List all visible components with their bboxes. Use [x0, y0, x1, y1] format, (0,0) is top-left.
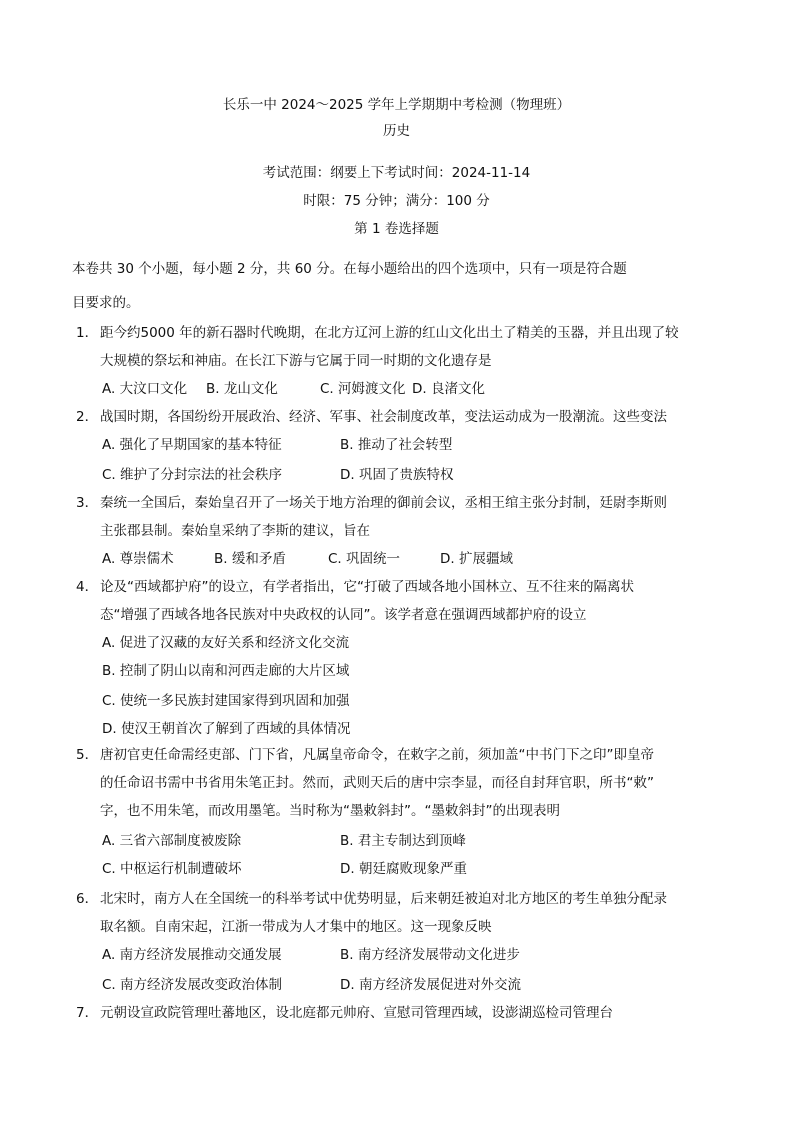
- exam-range: 考试范围：纲要上下考试时间：2024-11-14: [262, 165, 531, 181]
- option-a[interactable]: A. 尊崇儒术: [102, 551, 174, 567]
- option-c[interactable]: C. 中枢运行机制遭破坏: [102, 861, 242, 877]
- question-text-line: 论及“西域都护府”的设立，有学者指出，它“打破了西域各地小国林立、互不往来的隔离状: [100, 579, 634, 595]
- option-d[interactable]: D. 南方经济发展促进对外交流: [340, 977, 521, 993]
- time-limit: 时限：75 分钟；满分：100 分: [303, 193, 490, 209]
- option-d[interactable]: D. 扩展疆域: [440, 551, 513, 567]
- option-c[interactable]: C. 河姆渡文化: [320, 381, 406, 397]
- question-text-line: 距今约5000 年的新石器时代晚期，在北方辽河上游的红山文化出土了精美的玉器，并且出现了较: [100, 325, 679, 341]
- option-a[interactable]: A. 促进了汉藏的友好关系和经济文化交流: [102, 635, 350, 651]
- option-a[interactable]: A. 三省六部制度被废除: [102, 833, 242, 849]
- option-b[interactable]: B. 推动了社会转型: [340, 437, 453, 453]
- question-text-line: 唐初官吏任命需经吏部、门下省，凡属皇帝命令，在敕字之前，须加盖“中书门下之印”即皇帝: [100, 747, 654, 763]
- question-number: 3．: [76, 495, 99, 511]
- option-b[interactable]: B. 君主专制达到顶峰: [340, 833, 466, 849]
- question-number: 4．: [76, 579, 99, 595]
- exam-title: 长乐一中 2024～2025 学年上学期期中考检测（物理班）: [222, 97, 571, 113]
- option-d[interactable]: D. 朝廷腐败现象严重: [340, 861, 467, 877]
- subject-title: 历史: [383, 123, 410, 139]
- option-d[interactable]: D. 良渚文化: [412, 381, 485, 397]
- question-number: 6．: [76, 891, 99, 907]
- option-d[interactable]: D. 巩固了贵族特权: [340, 467, 454, 483]
- intro-line-2: 目要求的。: [72, 295, 140, 311]
- option-b[interactable]: B. 控制了阴山以南和河西走廊的大片区域: [102, 663, 350, 679]
- question-number: 5．: [76, 747, 99, 763]
- option-c[interactable]: C. 南方经济发展改变政治体制: [102, 977, 283, 993]
- option-c[interactable]: C. 维护了分封宗法的社会秩序: [102, 467, 283, 483]
- option-a[interactable]: A. 南方经济发展推动交通发展: [102, 947, 282, 963]
- question-text-line: 主张郡县制。秦始皇采纳了李斯的建议，旨在: [100, 523, 370, 539]
- option-b[interactable]: B. 缓和矛盾: [214, 551, 286, 567]
- question-text-line: 秦统一全国后，秦始皇召开了一场关于地方治理的御前会议，丞相王绾主张分封制，廷尉李斯则: [100, 495, 667, 511]
- question-text-line: 的任命诏书需中书省用朱笔正封。然而，武则天后的唐中宗李显，而径自封拜官职，所书“敕”: [100, 775, 654, 791]
- option-c[interactable]: C. 巩固统一: [328, 551, 401, 567]
- option-d[interactable]: D. 使汉王朝首次了解到了西域的具体情况: [102, 721, 351, 737]
- question-text-line: 态“增强了西域各地各民族对中央政权的认同”。该学者意在强调西域都护府的设立: [100, 607, 587, 623]
- question-text-line: 取名额。自南宋起，江浙一带成为人才集中的地区。这一现象反映: [100, 919, 492, 935]
- option-b[interactable]: B. 龙山文化: [206, 381, 278, 397]
- intro-line-1: 本卷共 30 个小题，每小题 2 分，共 60 分。在每小题给出的四个选项中，只有一项是符合题: [72, 261, 627, 277]
- question-number: 1．: [76, 325, 99, 341]
- question-text-line: 元朝设宣政院管理吐蕃地区，设北庭都元帅府、宣慰司管理西域，设澎湖巡检司管理台: [100, 1005, 613, 1021]
- option-b[interactable]: B. 南方经济发展带动文化进步: [340, 947, 520, 963]
- section-heading: 第 1 卷选择题: [354, 221, 439, 237]
- question-text-line: 字，也不用朱笔，而改用墨笔。当时称为“墨敕斜封”。“墨敕斜封”的出现表明: [100, 803, 560, 819]
- question-number: 2．: [76, 409, 99, 425]
- option-a[interactable]: A. 大汶口文化: [102, 381, 188, 397]
- question-text-line: 北宋时，南方人在全国统一的科举考试中优势明显，后来朝廷被迫对北方地区的考生单独分配录: [100, 891, 667, 907]
- option-c[interactable]: C. 使统一多民族封建国家得到巩固和加强: [102, 693, 350, 709]
- question-text-line: 战国时期，各国纷纷开展政治、经济、军事、社会制度改革，变法运动成为一股潮流。这些变法: [100, 409, 667, 425]
- question-text-line: 大规模的祭坛和神庙。在长江下游与它属于同一时期的文化遗存是: [100, 353, 492, 369]
- question-number: 7．: [76, 1005, 99, 1021]
- option-a[interactable]: A. 强化了早期国家的基本特征: [102, 437, 282, 453]
